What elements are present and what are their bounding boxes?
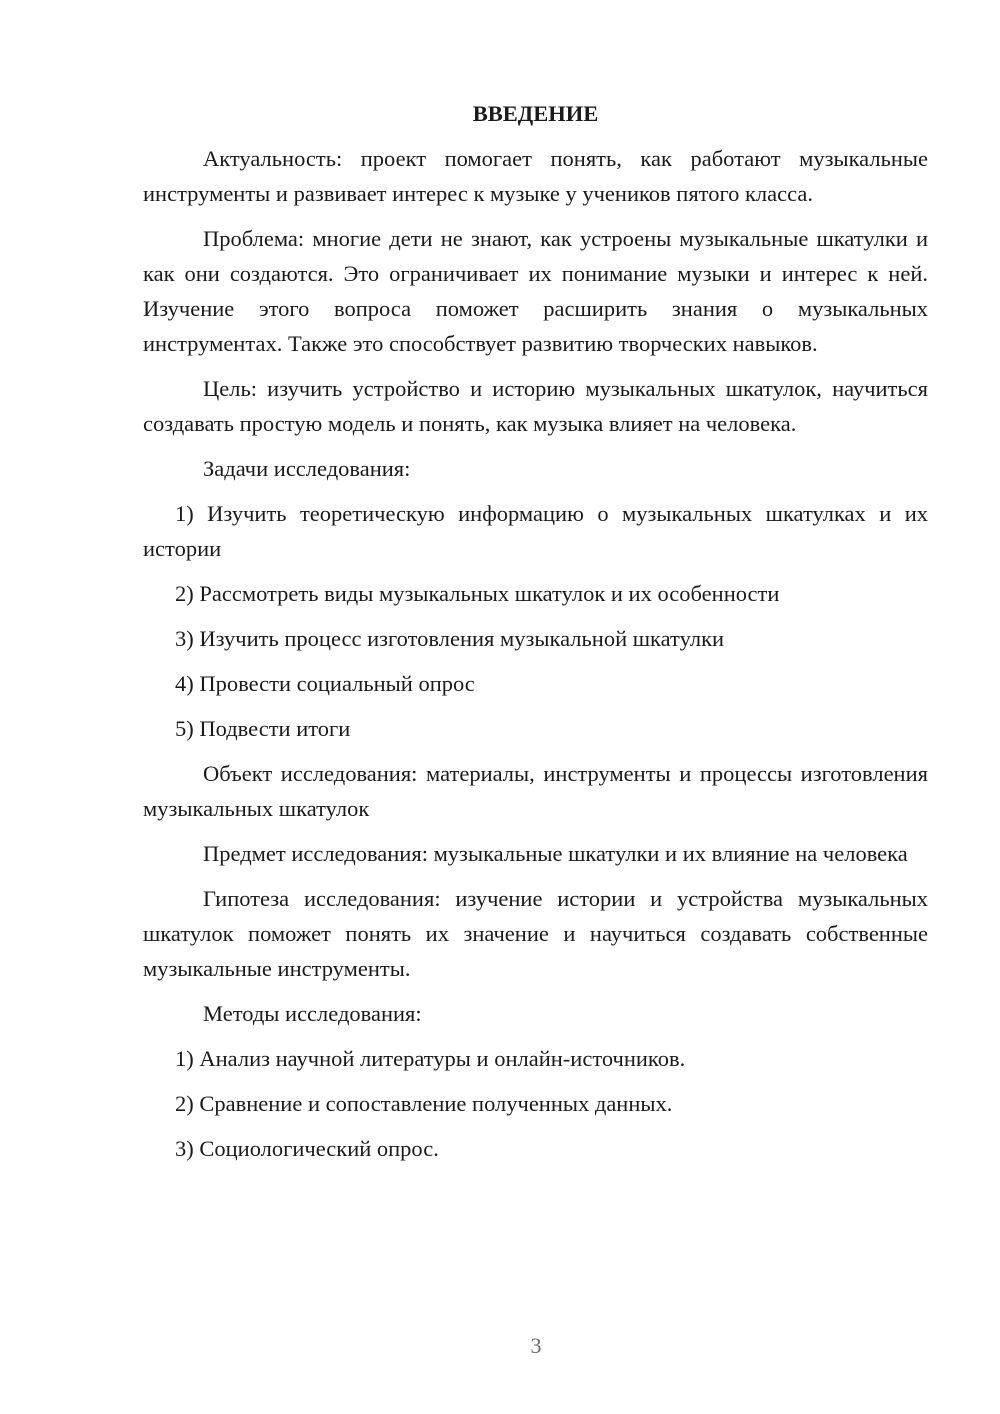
task-item-3: 3) Изучить процесс изготовления музыкальной шкатулки	[175, 626, 725, 651]
goal-paragraph: Цель: изучить устройство и историю музыкальных шкатулок, научиться создавать простую модель и понять, как музыка влияет на человека.	[143, 376, 928, 436]
problem-paragraph: Проблема: многие дети не знают, как устроены музыкальные шкатулки и как они создаются. Это ограничивает их понимание музыки и интерес к ней. Изучение этого вопроса поможет расширить знания о музыкальных инструментах. Также это способствует развитию творческих навыков.	[143, 226, 928, 356]
methods-heading: Методы исследования:	[203, 1001, 422, 1026]
method-item-2: 2) Сравнение и сопоставление полученных данных.	[175, 1091, 673, 1116]
tasks-heading: Задачи исследования:	[203, 456, 411, 481]
page-number: 3	[530, 1333, 542, 1358]
subject-paragraph: Предмет исследования: музыкальные шкатулки и их влияние на человека	[203, 841, 908, 866]
task-item-1: 1) Изучить теоретическую информацию о музыкальных шкатулках и их истории	[143, 501, 928, 561]
task-item-4: 4) Провести социальный опрос	[175, 671, 475, 696]
method-item-3: 3) Социологический опрос.	[175, 1136, 439, 1161]
task-item-5: 5) Подвести итоги	[175, 716, 351, 741]
method-item-1: 1) Анализ научной литературы и онлайн-источников.	[175, 1046, 686, 1071]
relevance-paragraph: Актуальность: проект помогает понять, как работают музыкальные инструменты и развивает интерес к музыке у учеников пятого класса.	[143, 146, 928, 206]
task-item-2: 2) Рассмотреть виды музыкальных шкатулок и их особенности	[175, 581, 780, 606]
hypothesis-paragraph: Гипотеза исследования: изучение истории и устройства музыкальных шкатулок поможет понять их значение и научиться создавать собственные музыкальные инструменты.	[143, 886, 928, 981]
page-title: ВВЕДЕНИЕ	[472, 101, 599, 126]
object-paragraph: Объект исследования: материалы, инструменты и процессы изготовления музыкальных шкатулок	[143, 761, 928, 821]
page-content	[143, 96, 928, 1176]
